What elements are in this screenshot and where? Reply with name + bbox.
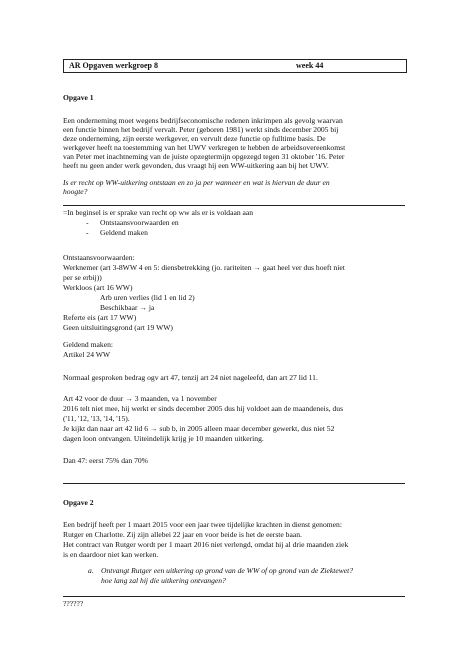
question-letter: a. [88,566,94,575]
duur-line: dagen loon ontvangen. Uiteindelijk krijg je 10 maanden uitkering. [63,434,264,443]
section-divider [63,483,405,484]
opgave2-body-line: Het contract van Rutger wordt per 1 maart 2016 niet verlengd, omdat hij al drie maanden ziek [63,540,349,549]
opgave1-question-line: Is er recht op WW-uitkering ontstaan en zo ja per wanneer en wat is hiervan de duur en [63,178,330,187]
answer-indented-line: Arb uren verlies (lid 1 en lid 2) [100,293,195,302]
opgave2-body-line: Een bedrijf heeft per 1 maart 2015 voor een jaar twee tijdelijke krachten in dienst genomen: [63,520,342,529]
opgave1-body-line: deze onderneming, zijn eerste werkgever, en vervult deze functie op fulltime basis. De [63,134,326,143]
section-divider [63,596,405,597]
ov-heading: Ontstaansvoorwaarden: [63,253,135,262]
duur-line: 2016 telt niet mee, hij werkt er sinds december 2005 dus hij voldoet aan de maandeneis, dus [63,404,344,413]
opgave2-body-line: is en daardoor niet kan werken. [63,550,159,559]
opgave1-body-line: een functie binnen het bedrijf vervalt. Peter (geboren 1981) werkt sinds december 2005 bij [63,125,339,134]
opgave2-body-line: Rutger en Charlotte. Zij zijn allebei 22 jaar en voor beide is het de eerste baan. [63,530,302,539]
opgave2-answer: ?????? [63,599,84,608]
opgave1-body-line: van Peter met inachtneming van de juiste opzegtermijn opgezegd tegen 31 oktober '16. Peter [63,152,345,161]
geldend-heading: Geldend maken: [63,340,113,349]
opgave1-body-line: Een onderneming moet wegens bedrijfseconomische redenen inkrimpen als gevolg waarvan [63,116,343,125]
opgave2-heading: Opgave 2 [63,498,94,507]
duur-line: Art 42 voor de duur → 3 maanden, va 1 november [63,394,217,403]
bullet-dash: - [86,218,89,227]
opgave1-body-line: heeft nu geen ander werk gevonden, dus vraagt hij een WW-uitkering aan bij het UWV. [63,161,329,170]
answer-bullet: Geldend maken [100,228,148,237]
answer-line: Geen uitsluitingsgrond (art 19 WW) [63,323,173,332]
opgave1-question-line: hoogte? [63,187,88,196]
answer-line: Werkloos (art 16 WW) [63,283,133,292]
opgave1-body-line: werkgever heeft na toestemming van het UWV verkregen te hebben de arbeidsovereenkomst [63,143,346,152]
header-week: week 44 [296,61,324,70]
answer-bullet: Ontstaansvoorwaarden en [100,218,179,227]
opgave2-question-line: Ontvangt Rutger een uitkering op grond van de WW of op grond van de Ziektewet? [101,566,354,575]
duur-line: Je kijkt dan naar art 42 lid 6 → sub b, in 2005 alleen maar december gewerkt, dus niet 52 [63,424,335,433]
answer-intro: =In beginsel is er sprake van recht op ww als er is voldaan aan [63,208,254,217]
header-title: AR Opgaven werkgroep 8 [69,61,158,70]
answer-line: Referte eis (art 17 WW) [63,313,137,322]
opgave2-question-line: hoe lang zal hij die uitkering ontvangen? [101,576,226,585]
answer-indented-line: Beschikbaar → ja [100,303,155,312]
section-divider [63,205,405,206]
header-box [63,59,407,73]
geldend-line: Artikel 24 WW [63,350,111,359]
answer-line: per se erbij)) [63,273,102,282]
bullet-dash: - [86,228,89,237]
normaal-line: Normaal gesproken bedrag ogv art 47, tenzij art 24 niet nageleefd, dan art 27 lid 11. [63,373,318,382]
dan47-line: Dan 47: eerst 75% dan 70% [63,456,148,465]
duur-line: ('11, '12, '13, '14, '15). [63,414,130,423]
opgave1-heading: Opgave 1 [63,93,94,102]
answer-line: Werknemer (art 3-8WW 4 en 5: diensbetrekking (jo. rariteiten → gaat heel ver dus hoeft niet [63,263,345,272]
